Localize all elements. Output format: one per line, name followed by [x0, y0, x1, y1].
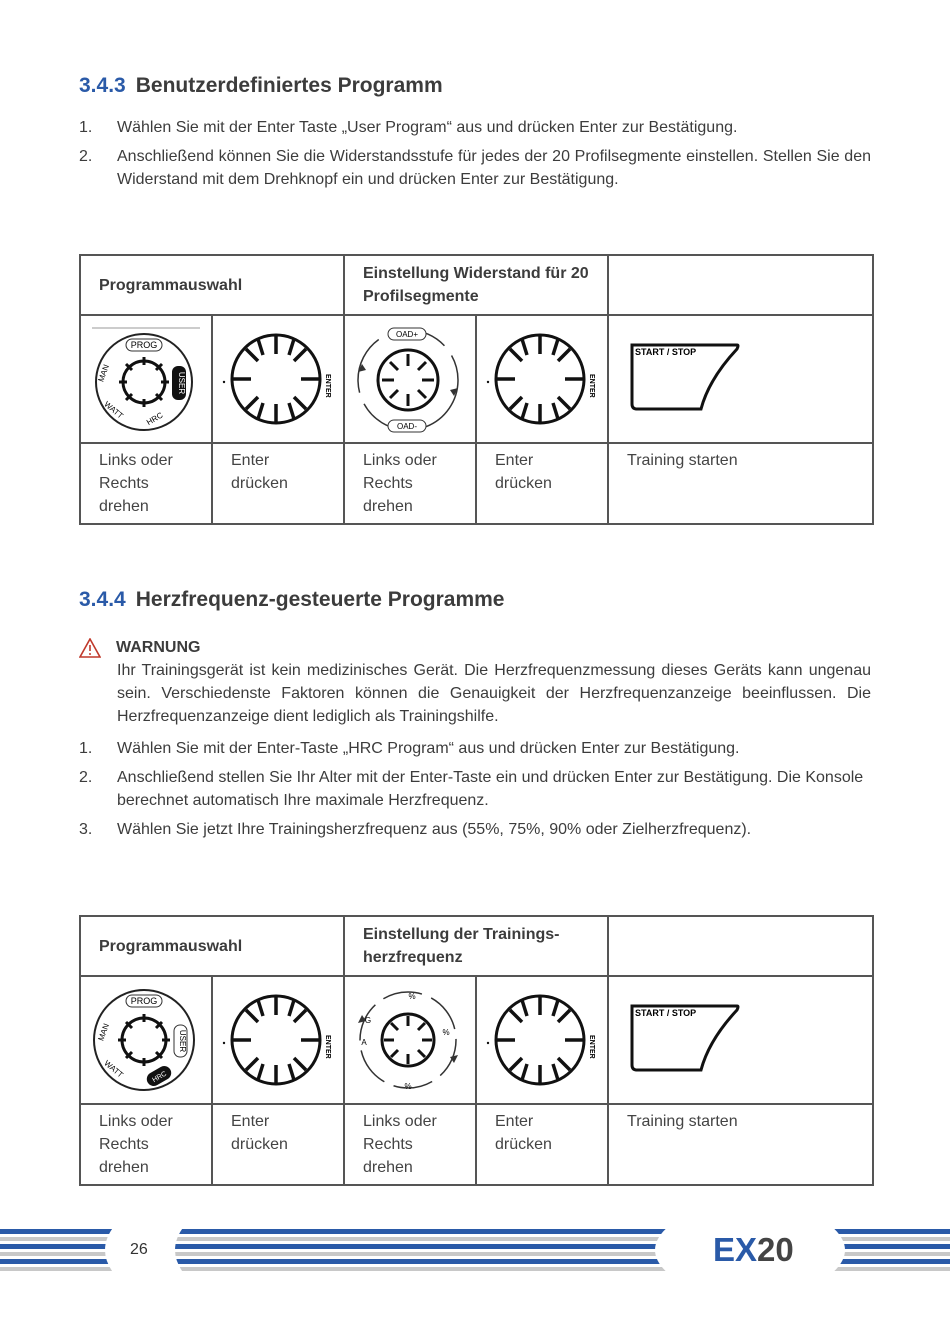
enter-label: ENTER: [588, 1035, 595, 1059]
item-text: Anschließend können Sie die Widerstandsstufe für jedes der 20 Profilsegmente einstellen. Stellen Sie den Widerstand mit dem Drehknopf ein und drücken Enter zur Bestätigung.: [117, 148, 871, 188]
item-number: 2.: [79, 769, 93, 786]
enter-label: ENTER: [324, 1035, 331, 1059]
heartrate-dial-icon: [350, 985, 470, 1095]
warning-title: WARNUNG: [116, 639, 201, 656]
caption-cell: Enter drücken: [476, 1104, 608, 1185]
section-heading-3-4-4: [79, 588, 505, 612]
start-stop-image: [608, 315, 873, 443]
hr-g-label: G: [364, 1016, 372, 1025]
brand-logo: [713, 1231, 794, 1269]
brand-prefix: EX: [713, 1231, 758, 1268]
item-text: Wählen Sie mit der Enter Taste „User Program“ aus und drücken Enter zur Bestätigung.: [117, 119, 738, 136]
start-stop-image: [608, 976, 873, 1104]
enter-dial-icon: [482, 985, 602, 1095]
item-number: 1.: [79, 119, 93, 136]
header-program-selection: Programmauswahl: [80, 916, 344, 976]
header-resistance-setting: Einstellung Widerstand für 20 Profilsegmente: [344, 255, 608, 315]
enter-knob-image: [476, 315, 608, 443]
caption-cell: Links oder Rechts drehen: [344, 443, 476, 524]
hrc-label: HRC: [144, 410, 165, 428]
brand-number: 20: [757, 1231, 794, 1268]
resistance-dial-icon: [350, 324, 470, 434]
start-stop-label: START / STOP: [635, 1008, 697, 1018]
man-label: MAN: [96, 1022, 111, 1043]
heartrate-knob-image: [344, 976, 476, 1104]
page-number: 26: [130, 1241, 148, 1258]
steps-list-2: [79, 737, 871, 847]
program-knob-image: [80, 976, 212, 1104]
hrc-label: HRC: [151, 1070, 169, 1085]
item-text: Wählen Sie jetzt Ihre Trainingsherzfrequenz aus (55%, 75%, 90% oder Zielherzfrequenz).: [117, 821, 752, 838]
item-number: 2.: [79, 148, 93, 165]
program-table-2: [79, 915, 874, 1186]
program-knob-image: [80, 315, 212, 443]
header-heartrate-setting: Einstellung der Trainings- herzfrequenz: [344, 916, 608, 976]
program-dial-icon: [86, 324, 206, 434]
list-item: [79, 766, 871, 812]
item-number: 3.: [79, 821, 93, 838]
caption-cell: Training starten: [608, 1104, 873, 1185]
caption-cell: Links oder Rechts drehen: [80, 443, 212, 524]
list-item: [79, 737, 871, 760]
watt-label: WATT: [102, 399, 125, 421]
header-empty: [608, 255, 873, 315]
list-item: [79, 145, 871, 191]
start-stop-button-icon: [629, 1000, 749, 1080]
caption-cell: Training starten: [608, 443, 873, 524]
hr-90-label: %: [404, 1082, 412, 1091]
list-item: [79, 818, 871, 841]
caption-cell: Enter drücken: [212, 1104, 344, 1185]
enter-label: ENTER: [324, 374, 331, 398]
user-label: USER: [177, 371, 186, 395]
enter-label: ENTER: [588, 374, 595, 398]
start-stop-button-icon: [629, 339, 749, 419]
header-empty: [608, 916, 873, 976]
warning-icon: [79, 638, 101, 658]
enter-dial-icon: [218, 985, 338, 1095]
user-label: USER: [178, 1029, 187, 1053]
man-label: MAN: [96, 363, 111, 384]
enter-knob-image: [212, 315, 344, 443]
hr-75-label: %: [442, 1028, 450, 1037]
load-plus-label: OAD+: [395, 330, 419, 339]
item-text: Anschließend stellen Sie Ihr Alter mit der Enter-Taste ein und drücken Enter zur Bestätigung. Die Konsole berechnet automatisch Ihre maximale Herzfrequenz.: [117, 769, 864, 809]
start-stop-label: START / STOP: [635, 347, 697, 357]
resistance-knob-image: [344, 315, 476, 443]
section-heading-3-4-3: [79, 74, 443, 98]
caption-cell: Enter drücken: [212, 443, 344, 524]
warning-text: Ihr Trainingsgerät ist kein medizinisches Gerät. Die Herzfrequenzmessung dieses Geräts kann ungenau sein. Verschiedenste Faktoren können die Genauigkeit der Herzfrequenzanzeige beeinflussen. Die Herzfrequenzanzeige dient lediglich als Trainingshilfe.: [117, 662, 871, 725]
enter-knob-image: [476, 976, 608, 1104]
hr-55-label: %: [408, 992, 416, 1001]
steps-list-1: [79, 116, 871, 197]
section-number: 3.4.4: [79, 588, 126, 611]
caption-cell: Enter drücken: [476, 443, 608, 524]
section-number: 3.4.3: [79, 74, 126, 97]
hr-a-label: A: [361, 1038, 367, 1047]
section-title: Herzfrequenz-gesteuerte Programme: [135, 588, 505, 611]
load-minus-label: OAD-: [397, 422, 417, 431]
program-table-1: [79, 254, 874, 525]
warning-block: [79, 636, 871, 728]
enter-dial-icon: [218, 324, 338, 434]
item-text: Wählen Sie mit der Enter-Taste „HRC Program“ aus und drücken Enter zur Bestätigung.: [117, 740, 740, 757]
prog-label: PROG: [130, 340, 158, 350]
caption-cell: Links oder Rechts drehen: [80, 1104, 212, 1185]
program-dial-icon: [86, 985, 206, 1095]
caption-cell: Links oder Rechts drehen: [344, 1104, 476, 1185]
header-program-selection: Programmauswahl: [80, 255, 344, 315]
enter-knob-image: [212, 976, 344, 1104]
watt-label: WATT: [102, 1058, 125, 1080]
item-number: 1.: [79, 740, 93, 757]
prog-label: PROG: [130, 996, 158, 1006]
section-title: Benutzerdefiniertes Programm: [135, 74, 443, 97]
list-item: [79, 116, 871, 139]
enter-dial-icon: [482, 324, 602, 434]
